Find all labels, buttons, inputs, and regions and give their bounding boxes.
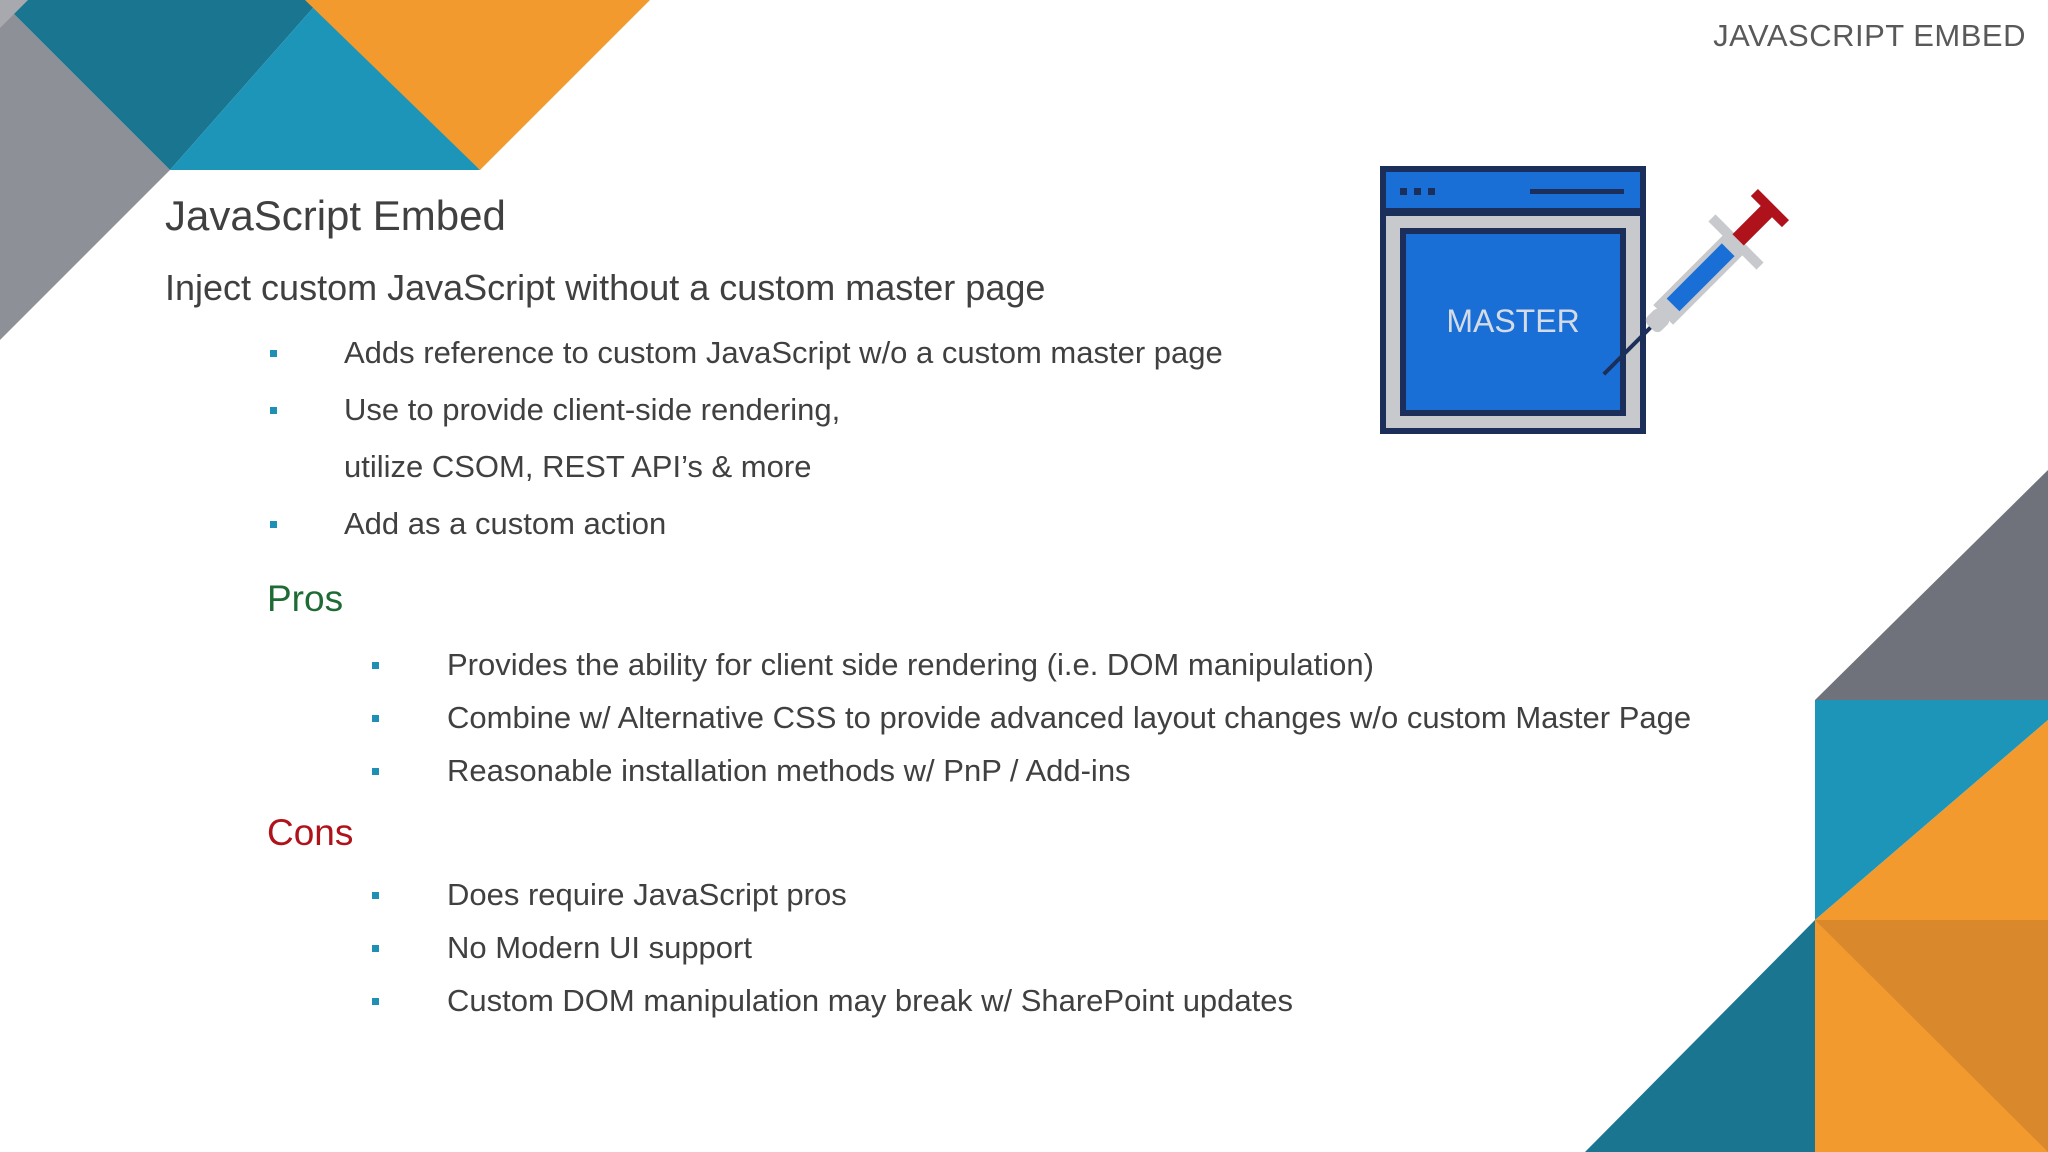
list-item: Use to provide client-side rendering, (344, 381, 1223, 438)
main-bullet-list (344, 324, 1223, 552)
syringe-injecting-master-page-icon (1378, 160, 1818, 450)
bg-triangle-gray-right (1815, 470, 2048, 700)
list-item-continuation: utilize CSOM, REST API’s & more (344, 449, 812, 484)
list-item: Add as a custom action (344, 495, 1223, 552)
pros-heading: Pros (267, 578, 344, 619)
bullet-marker (270, 407, 277, 414)
syringe-liquid (1667, 243, 1735, 311)
cons-list (447, 868, 1293, 1027)
slide-subtitle: Inject custom JavaScript without a custom master page (165, 267, 1046, 308)
bullet-marker (372, 892, 379, 899)
list-item: Reasonable installation methods w/ PnP / Add-ins (447, 744, 1691, 797)
list-item: Custom DOM manipulation may break w/ SharePoint updates (447, 974, 1293, 1027)
slide-title: JavaScript Embed (165, 192, 506, 239)
bullet-marker (372, 662, 379, 669)
list-item: Adds reference to custom JavaScript w/o a custom master page (344, 324, 1223, 381)
list-item: Does require JavaScript pros (447, 868, 1293, 921)
list-item: No Modern UI support (447, 921, 1293, 974)
section-header-label: JAVASCRIPT EMBED (1713, 18, 2026, 53)
window-label: MASTER (1446, 303, 1580, 339)
window-dot-icon (1400, 188, 1407, 195)
window-dot-icon (1428, 188, 1435, 195)
bullet-marker (372, 945, 379, 952)
list-item: Provides the ability for client side rendering (i.e. DOM manipulation) (447, 638, 1691, 691)
bullet-marker (270, 521, 277, 528)
list-item: Combine w/ Alternative CSS to provide advanced layout changes w/o custom Master Page (447, 691, 1691, 744)
window-dot-icon (1414, 188, 1421, 195)
pros-list (447, 638, 1691, 797)
bullet-marker (372, 998, 379, 1005)
window-title-line (1530, 189, 1624, 194)
bullet-marker (372, 715, 379, 722)
bullet-marker (372, 768, 379, 775)
bullet-marker (270, 350, 277, 357)
cons-heading: Cons (267, 812, 354, 853)
bg-triangle-teal-bottom (1585, 920, 1815, 1152)
